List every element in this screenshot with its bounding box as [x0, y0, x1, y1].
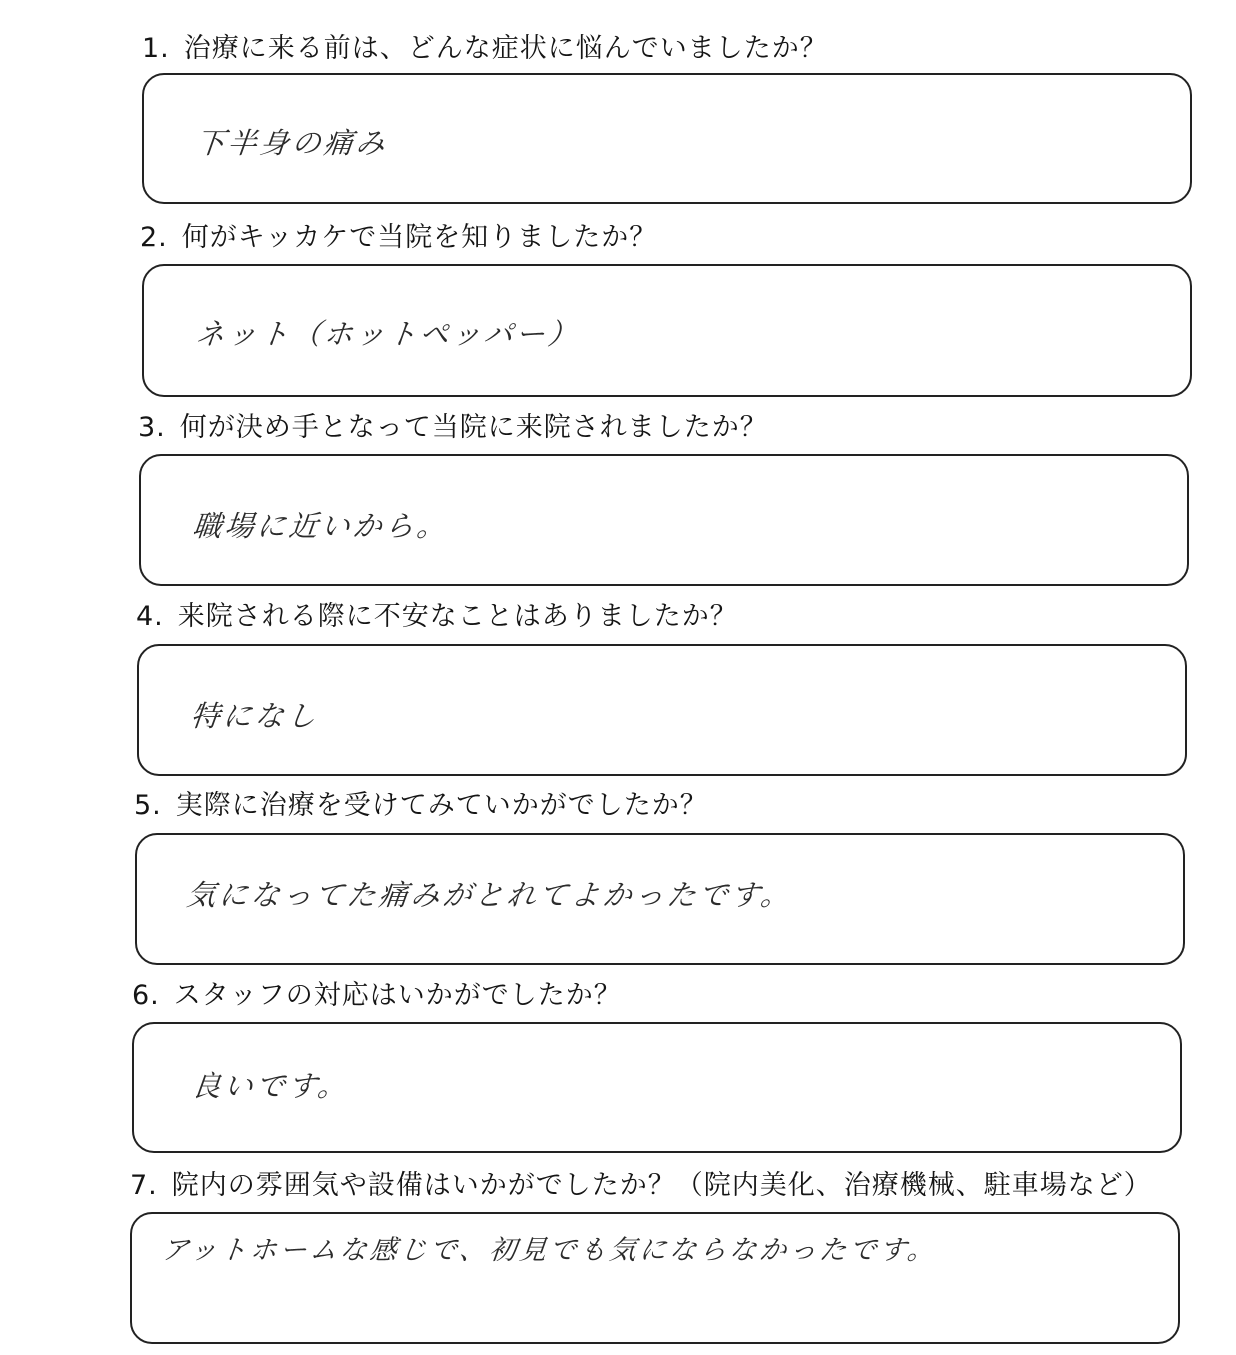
question-number: 3.: [138, 412, 166, 443]
question-text: 実際に治療を受けてみていかがでしたか？: [175, 790, 708, 821]
handwritten-answer: 良いです。: [190, 1069, 352, 1103]
question-text: 治療に来る前は、どんな症状に悩んでいましたか？: [183, 33, 828, 64]
question-text: 何がキッカケで当院を知りましたか？: [181, 222, 658, 253]
question-text: 院内の雰囲気や設備はいかがでしたか？（院内美化、治療機械、駐車場など）: [171, 1170, 1152, 1201]
answer-box-5: [135, 833, 1185, 965]
handwritten-answer: 下半身の痛み: [194, 126, 390, 160]
question-text: スタッフの対応はいかがでしたか？: [173, 980, 622, 1011]
handwritten-answer: 特になし: [189, 699, 321, 733]
question-3: [138, 412, 768, 444]
question-1: [142, 33, 828, 65]
question-number: 5.: [134, 790, 162, 821]
question-number: 6.: [132, 980, 160, 1011]
question-5: [134, 790, 708, 822]
question-7: [130, 1170, 1152, 1202]
answer-box-1: [142, 73, 1192, 204]
question-number: 2.: [140, 222, 168, 253]
question-4: [136, 601, 738, 633]
answer-box-6: [132, 1022, 1182, 1153]
question-text: 来院される際に不安なことはありましたか？: [177, 601, 738, 632]
handwritten-answer: 気になってた痛みがとれてよかったです。: [185, 878, 795, 912]
handwritten-answer: アットホームな感じで、初見でも気にならなかったです。: [160, 1235, 939, 1266]
answer-box-4: [137, 644, 1187, 776]
answer-box-3: [139, 454, 1189, 586]
answer-box-7: [130, 1212, 1180, 1344]
question-number: 4.: [136, 601, 164, 632]
handwritten-answer: 職場に近いから。: [191, 509, 451, 543]
handwritten-answer: ネット（ホットペッパー）: [194, 317, 582, 351]
question-6: [132, 980, 622, 1012]
question-number: 1.: [142, 33, 170, 64]
question-number: 7.: [130, 1170, 158, 1201]
question-2: [140, 222, 657, 254]
question-text: 何が決め手となって当院に来院されましたか？: [179, 412, 768, 443]
answer-box-2: [142, 264, 1192, 397]
